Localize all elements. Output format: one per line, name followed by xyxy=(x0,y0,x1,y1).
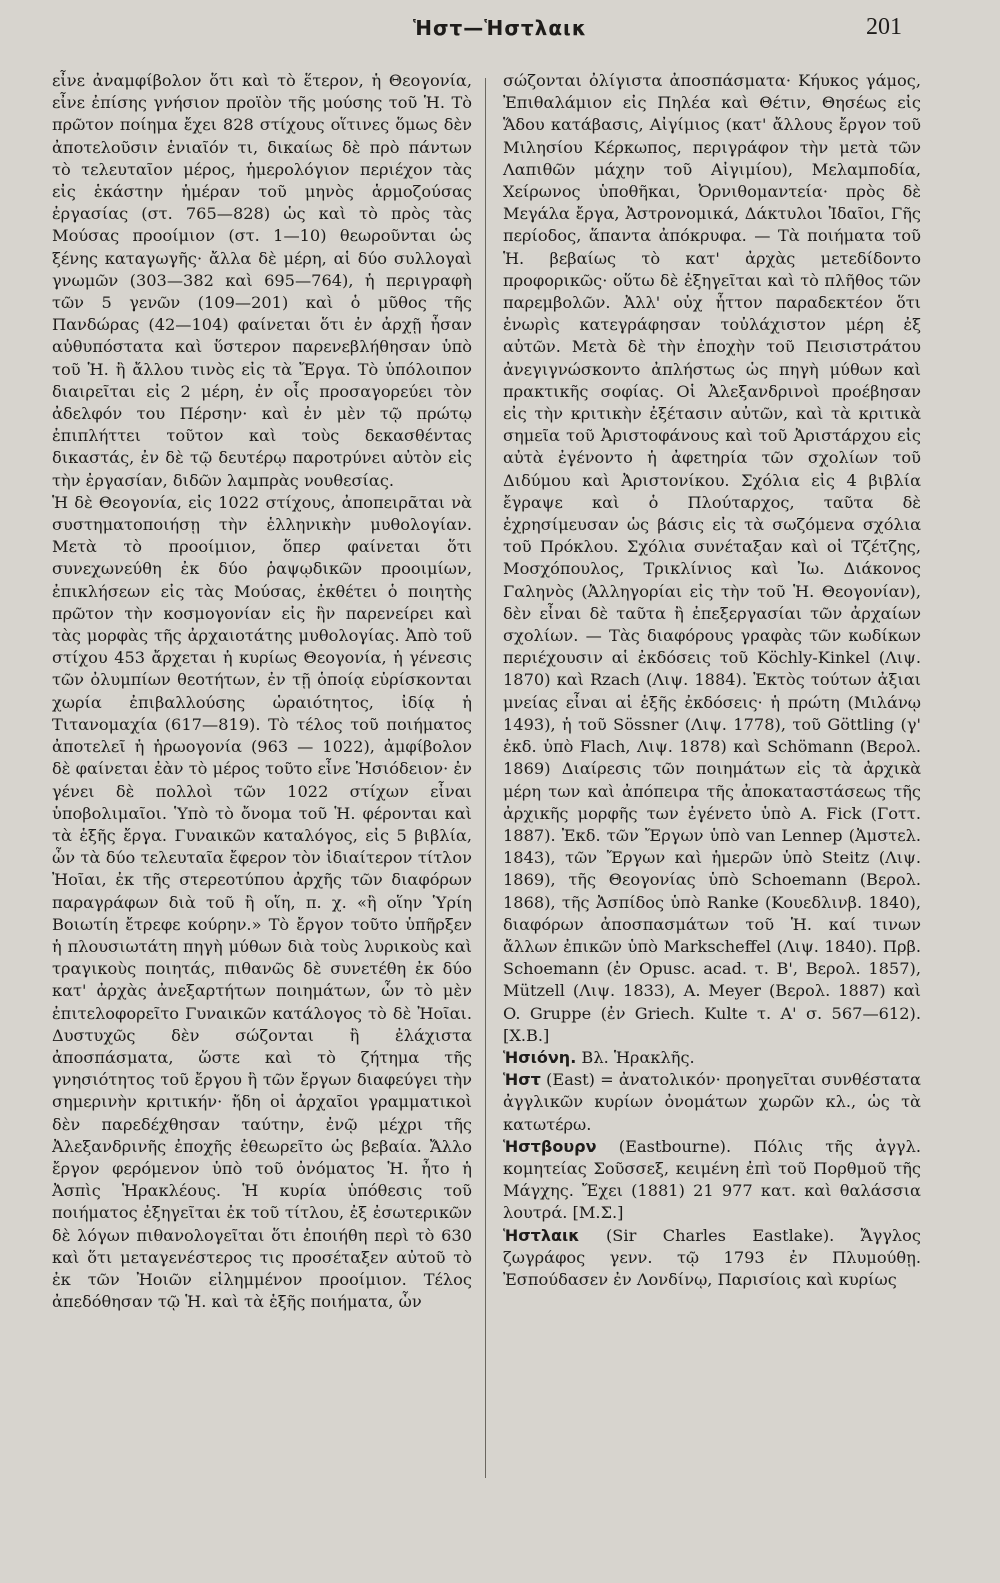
entry-body: Βλ. Ἡρακλῆς. xyxy=(576,1047,695,1067)
paragraph: εἶνε ἀναμφίβολον ὅτι καὶ τὸ ἕτερον, ἡ Θεογονία, εἶνε ἐπίσης γνήσιον προϊὸν τῆς μούσης τοῦ Ἡ. Τὸ πρῶτον ποίημα ἔχει 828 στίχους οἵτινες ὅμως δὲν ἀποτελοῦσιν ἑνιαῖόν τι, δικαίως δὲ πρὸ πάντων τὸ τελευταῖον μέρος, ἡμερολόγιον περιέχον τὰς εἰς ἑκάστην ἡμέραν τοῦ μηνὸς ἁρμοζούσας ἐργασίας (στ. 765—828) ὡς καὶ τὸ πρὸς τὰς Μούσας προοίμιον (στ. 1—10) θεωροῦνται ὡς ξένης καταγωγῆς· ἄλλα δὲ μέρη, αἱ δύο συλλογαὶ γνωμῶν (303—382 καὶ 695—764), ἡ περιγραφὴ τῶν 5 γενῶν (109—201) καὶ ὁ μῦθος τῆς Πανδώρας (42—104) φαίνεται ὅτι ἐν ἀρχῇ ἦσαν αὐθυπόστατα καὶ ὕστερον παρενεβλήθησαν ὑπὸ τοῦ Ἡ. ἢ ἄλλου τινὸς εἰς τὰ Ἔργα. Τὸ ὑπόλοιπον διαιρεῖται εἰς 2 μέρη, ἐν οἷς προσαγορεύει τὸν ἀδελφόν του Πέρσην· καὶ ἐν μὲν τῷ πρώτῳ ἐπιπλήττει τοῦτον καὶ τοὺς δεκασθέντας δικαστάς, ἐν δὲ τῷ δευτέρῳ παροτρύνει αὐτὸν εἰς τὴν ἐργασίαν, διδῶν λαμπρὰς νουθεσίας. xyxy=(52,71,472,490)
paragraph: σώζονται ὀλίγιστα ἀποσπάσματα· Κήυκος γάμος, Ἐπιθαλάμιον εἰς Πηλέα καὶ Θέτιν, Θησέως εἰς Ἅδου κατάβασις, Αἰγίμιος (κατ' ἄλλους ἔργον τοῦ Μιλησίου Κέρκωπος, περιγράφον τὴν μετὰ τῶν Λαπιθῶν μάχην τοῦ Αἰγιμίου), Μελαμποδία, Χείρωνος ὑποθῆκαι, Ὀρνιθομαντεία· πρὸς δὲ Μεγάλα ἔργα, Ἀστρονομικά, Δάκτυλοι Ἰδαῖοι, Γῆς περίοδος, ἅπαντα ἀπόκρυφα. — Τὰ ποιήματα τοῦ Ἡ. βεβαίως τὸ κατ' ἀρχὰς μετεδίδοντο προφορικῶς· οὕτω δὲ ἐξηγεῖται καὶ τὸ πλῆθος τῶν παρεμβολῶν. Ἀλλ' οὐχ ἧττον παραδεκτέον ὅτι ἐνωρὶς κατεγράφησαν τοὐλάχιστον μέρη ἐξ αὐτῶν. Μετὰ δὲ τὴν ἐποχὴν τοῦ Πεισιστράτου ἀνεγιγνώσκοντο ἀπλήστως ὡς πηγὴ μύθων καὶ πρακτικῆς σοφίας. Οἱ Ἀλεξανδρινοὶ προέβησαν εἰς τὴν κριτικὴν ἐξέτασιν αὐτῶν, καὶ τὰ κριτικὰ σημεῖα τοῦ Ἀριστοφάνους καὶ τοῦ Ἀριστάρχου εἰς αὐτὰ ἐγένοντο ἡ ἀφετηρία τῶν σχολίων τοῦ Διδύμου καὶ Ἀριστονίκου. Σχόλια εἰς 4 βιβλία ἔγραψε καὶ ὁ Πλούταρχος, ταῦτα δὲ ἐχρησίμευσαν ὡς βάσις εἰς τὰ σωζόμενα σχόλια τοῦ Πρόκλου. Σχόλια συνέταξαν καὶ οἱ Τζέτζης, Μοσχόπουλος, Τρικλίνιος καὶ Ἰω. Διάκονος Γαληνὸς (Ἀλληγορίαι εἰς τὴν τοῦ Ἡ. Θεογονίαν), δὲν εἶναι δὲ ταῦτα ἢ ἐπεξεργασίαι τῶν ἀρχαίων σχολίων. — Τὰς διαφόρους γραφὰς τῶν κωδίκων περιέχουσιν αἱ ἐκδόσεις τοῦ Köchly-Kinkel (Λιψ. 1870) καὶ Rzach (Λιψ. 1884). Ἐκτὸς τούτων ἀξιαι μνείας εἶναι αἱ ἑξῆς ἐκδόσεις· ἡ πρώτη (Μιλάνῳ 1493), ἡ τοῦ Sössner (Λιψ. 1778), τοῦ Göttling (γ' ἐκδ. ὑπὸ Flach, Λιψ. 1878) καὶ Schömann (Βερολ. 1869) Διαίρεσις τῶν ποιημάτων εἰς τὰ ἀρχικὰ μέρη των καὶ ἀπόπειρα τῆς ἀποκαταστάσεως τῆς ἀρχικῆς μορφῆς των ἐγένετο ὑπὸ A. Fick (Γοττ. 1887). Ἐκδ. τῶν Ἔργων ὑπὸ van Lennep (Ἀμστελ. 1843), τῶν Ἔργων καὶ ἡμερῶν ὑπὸ Steitz (Λιψ. 1869), τῆς Θεογονίας ὑπὸ Schoemann (Βερολ. 1868), τῆς Ἀσπίδος ὑπὸ Ranke (Κουεδλινβ. 1840), διαφόρων ἀποσπασμάτων τοῦ Ἡ. καί τινων ἄλλων ἐπικῶν ὑπὸ Markscheffel (Λιψ. 1840). Πρβ. Schoemann (ἐν Opusc. acad. τ. Β', Βερολ. 1857), Mützell (Λιψ. 1833), A. Meyer (Βερολ. 1887) καὶ O. Gruppe (ἐν Griech. Kulte τ. Α' σ. 567—612). [Χ.Β.] xyxy=(503,71,921,1045)
right-column xyxy=(503,70,921,1291)
page-number: 201 xyxy=(866,14,902,40)
entry-hesione xyxy=(503,1047,921,1069)
page-header xyxy=(0,12,1000,46)
paragraph: Ἡ δὲ Θεογονία, εἰς 1022 στίχους, ἀποπειρᾶται νὰ συστηματοποιήσῃ τὴν ἑλληνικὴν μυθολογίαν. Μετὰ τὸ προοίμιον, ὅπερ φαίνεται ὅτι συνεχωνεύθη ἐκ δύο ῥαψῳδικῶν προοιμίων, ἐπικλήσεων εἰς τὰς Μούσας, ἐκθέτει ὁ ποιητὴς πρῶτον τὴν κοσμογονίαν εἰς ἣν παρενείρει καὶ τὰς μορφὰς τῆς ἀρχαιοτάτης μυθολογίας. Ἀπὸ τοῦ στίχου 453 ἄρχεται ἡ κυρίως Θεογονία, ἡ γένεσις τῶν ὀλυμπίων θεοτήτων, ἐν τῇ ὁποίᾳ εὑρίσκονται χωρία ἐπιβαλλούσης ὡραιότητος, ἰδίᾳ ἡ Τιτανομαχία (617—819). Τὸ τέλος τοῦ ποιήματος ἀποτελεῖ ἡ ἡρωογονία (963 — 1022), ἀμφίβολον δὲ φαίνεται ἐὰν τὸ μέρος τοῦτο εἶνε Ἡσιόδειον· ἐν γένει δὲ πολλοὶ τῶν 1022 στίχων εἶναι ὑποβολιμαῖοι. Ὑπὸ τὸ ὄνομα τοῦ Ἡ. φέρονται καὶ τὰ ἑξῆς ἔργα. Γυναικῶν καταλόγος, εἰς 5 βιβλία, ὧν τὰ δύο τελευταῖα ἔφερον τὸν ἰδιαίτερον τίτλον Ἠοῖαι, ἐκ τῆς στερεοτύπου ἀρχῆς τῶν διαφόρων παραγράφων διὰ τοῦ ἢ οἵη, π. χ. «ἢ οἵην Ὑρίη Βοιωτίη ἔτρεφε κούρην.» Τὸ ἔργον τοῦτο ὑπῆρξεν ἡ πλουσιωτάτη πηγὴ μύθων διὰ τοὺς λυρικοὺς καὶ τραγικοὺς ποιητάς, πιθανῶς δὲ συνετέθη ἐκ δύο κατ' ἀρχὰς ἀνεξαρτήτων ποιημάτων, ὧν τὸ μὲν ἐπιτελοφορεῖτο Γυναικῶν κατάλογος τὸ δὲ Ἠοῖαι. Δυστυχῶς δὲν σώζονται ἢ ἐλάχιστα ἀποσπάσματα, ὥστε καὶ τὸ ζήτημα τῆς γνησιότητος τοῦ ἔργου ἢ τῶν ἔργων διαφεύγει τὴν σημερινὴν κριτικήν· ἤδη οἱ ἀρχαῖοι γραμματικοὶ δὲν παρεδέχθησαν ταύτην, ἐνῷ μέχρι τῆς Ἀλεξανδρινῆς ἐποχῆς ἐθεωρεῖτο ὡς βεβαία. Ἄλλο ἔργον φερόμενον ὑπὸ τοῦ ὀνόματος Ἡ. ἦτο ἡ Ἀσπὶς Ἡρακλέους. Ἡ κυρία ὑπόθεσις τοῦ ποιήματος ἐξηγεῖται ἐκ τοῦ τίτλου, ἐξ ἐσωτερικῶν δὲ λόγων πιθανολογεῖται ὅτι ἐποιήθη περὶ τὸ 630 καὶ ὅτι μεταγενέστερος τις προσέταξεν αὐτοῦ τὸ ἐκ τῶν Ἠοιῶν εἰλημμένον προοίμιον. Τέλος ἀπεδόθησαν τῷ Ἡ. καὶ τὰ ἑξῆς ποιήματα, ὧν xyxy=(52,492,472,1312)
entry-headword: Ἡστ xyxy=(503,1070,541,1090)
entry-headword: Ἡσιόνη. xyxy=(503,1047,577,1067)
entry-headword: Ἡστλαικ xyxy=(503,1225,580,1245)
entry-body: (Sir Charles Eastlake). Ἄγγλος ζωγράφος γενν. τῷ 1793 ἐν Πλυμούθῃ. Ἐσπούδασεν ἐν Λονδίνῳ, Παρισίοις καὶ κυρίως xyxy=(503,1225,921,1289)
column-divider xyxy=(485,78,486,1478)
running-head: Ἡστ—Ἡστλαικ xyxy=(412,16,588,40)
entry-body: (East) = ἀνατολικόν· προηγεῖται συνθέστατα ἀγγλικῶν κυρίων ὀνομάτων χωρῶν κλ., ὡς τὰ κατωτέρω. xyxy=(503,1070,921,1134)
entry-eastlake xyxy=(503,1225,921,1292)
left-column xyxy=(52,70,472,1313)
entry-eastbourne xyxy=(503,1136,921,1225)
entry-headword: Ἡστβουρν xyxy=(503,1136,597,1156)
entry-east xyxy=(503,1069,921,1136)
entry-body: (Eastbourne). Πόλις τῆς ἀγγλ. κομητείας Σοῦσσεξ, κειμένη ἐπὶ τοῦ Πορθμοῦ τῆς Μάγχης. Ἔχει (1881) 21 977 κατ. καὶ θαλάσσια λουτρά. [Μ.Σ.] xyxy=(503,1136,921,1223)
